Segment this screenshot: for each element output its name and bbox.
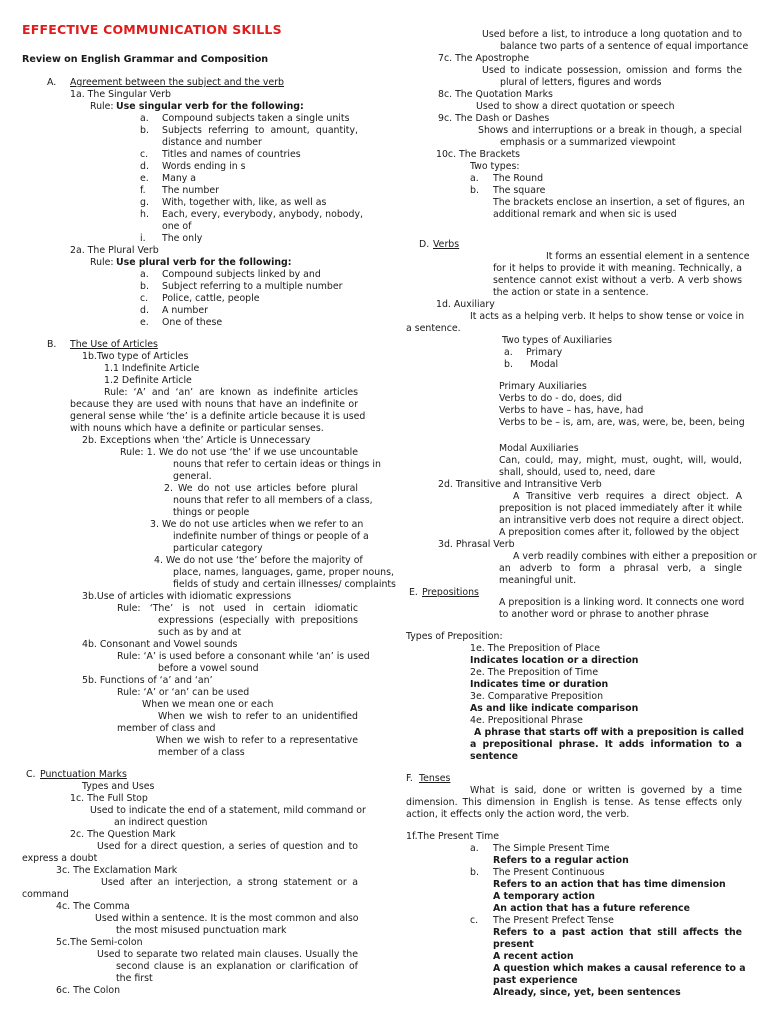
text-line: 2d. Transitive and Intransitive Verb: [438, 479, 602, 490]
bold-text-line: A recent action: [493, 951, 574, 962]
bold-text-line: A temporary action: [493, 891, 595, 902]
text-line: Used to separate two related main clauses. Usually the: [97, 949, 358, 960]
section-heading: Tenses: [419, 773, 451, 784]
bold-text-line: Refers to a regular action: [493, 855, 629, 866]
text-line: F.: [406, 773, 413, 784]
text-line: the first: [116, 973, 153, 984]
text-line: Rule: ‘The’ is not used in certain idiomatic: [117, 603, 358, 614]
text-line: 2. We do not use articles before plural: [164, 483, 358, 494]
section-heading: Punctuation Marks: [40, 769, 127, 780]
text-line: expressions (especially with prepositions: [158, 615, 358, 626]
text-line: Subjects referring to amount, quantity,: [162, 125, 358, 136]
text-line: 10c. The Brackets: [436, 149, 521, 160]
text-line: The brackets enclose an insertion, a set of figures, an: [493, 197, 745, 208]
bold-text-line: past experience: [493, 975, 578, 986]
text-line: What is said, done or written is governed by a time: [470, 785, 742, 796]
text-line: Rule: ‘A’ and ‘an’ are known as indefinite articles: [104, 387, 358, 398]
text-line: a sentence.: [406, 323, 461, 334]
text-line: i.: [140, 233, 146, 244]
text-line: b.: [140, 125, 149, 136]
text-line: Used for a direct question, a series of question and to: [97, 841, 358, 852]
section-heading: Agreement between the subject and the verb: [70, 77, 284, 88]
text-line: a.: [140, 269, 149, 280]
bold-text-line: A phrase that starts off with a preposition is called: [474, 727, 744, 738]
text-line: Words ending in s: [162, 161, 246, 172]
text-line: the most misused punctuation mark: [116, 925, 287, 936]
text-line: A number: [162, 305, 208, 316]
text-line: action, it effects only the action word, the verb.: [406, 809, 630, 820]
text-line: shall, should, used to, need, dare: [499, 467, 656, 478]
text-line: 2e. The Preposition of Time: [470, 667, 599, 678]
text-line: A preposition comes after it, followed by the object: [499, 527, 740, 538]
text-line: one of: [162, 221, 192, 232]
text-line: The Round: [493, 173, 544, 184]
bold-text-line: Refers to a past action that still affects the: [493, 927, 742, 938]
text-line: 3c. The Exclamation Mark: [56, 865, 178, 876]
text-line: 1e. The Preposition of Place: [470, 643, 601, 654]
text-line: 5c.The Semi-colon: [56, 937, 143, 948]
text-line: When we wish to refer to an unidentified: [158, 711, 358, 722]
text-line: A preposition is a linking word. It connects one word: [499, 597, 745, 608]
text-line: 1a. The Singular Verb: [70, 89, 171, 100]
text-line: 4b. Consonant and Vowel sounds: [82, 639, 238, 650]
section-heading: Verbs: [433, 239, 460, 250]
text-line: 2c. The Question Mark: [70, 829, 176, 840]
bold-text-line: Refers to an action that has time dimension: [493, 879, 726, 890]
text-line: 3e. Comparative Preposition: [470, 691, 604, 702]
text-line: 2b. Exceptions when ‘the’ Article is Unnecessary: [82, 435, 311, 446]
text-line: for it helps to provide it with meaning. Technically, a: [493, 263, 742, 274]
text-line: With, together with, like, as well as: [162, 197, 327, 208]
text-line: 4. We do not use ‘the’ before the majority of: [154, 555, 363, 566]
text-line: When we mean one or each: [142, 699, 274, 710]
text-line: 1b.Two type of Articles: [82, 351, 189, 362]
section-heading: The Use of Articles: [70, 339, 158, 350]
bold-text-line: As and like indicate comparison: [470, 703, 639, 714]
text-line: fields of study and certain illnesses/ complaints: [173, 579, 396, 590]
text-line: to another word or phrase to another phrase: [499, 609, 709, 620]
text-line: A.: [47, 77, 57, 88]
text-line: Two types of Auxiliaries: [502, 335, 612, 346]
text-line: 3. We do not use articles when we refer to an: [150, 519, 364, 530]
bold-text-line: sentence: [470, 751, 519, 762]
bold-text-line: A question which makes a causal reference to a: [493, 963, 746, 974]
text-line: Rule:: [90, 257, 114, 268]
document-subtitle: Review on English Grammar and Composition: [22, 54, 269, 65]
text-line: Primary Auxiliaries: [499, 381, 587, 392]
text-line: before a vowel sound: [158, 663, 259, 674]
text-line: B.: [47, 339, 57, 350]
text-line: 4e. Prepositional Phrase: [470, 715, 583, 726]
text-line: Rule: ‘A’ or ‘an’ can be used: [117, 687, 250, 698]
text-line: Used to indicate the end of a statement, mild command or: [90, 805, 366, 816]
text-line: indefinite number of things or people of a: [173, 531, 369, 542]
text-line: plural of letters, figures and words: [500, 77, 662, 88]
text-line: the action or state in a sentence.: [493, 287, 649, 298]
text-line: Used after an interjection, a strong statement or a: [101, 877, 358, 888]
text-line: dimension. This dimension in English is tense. As tense effects only: [406, 797, 742, 808]
text-line: It acts as a helping verb. It helps to show tense or voice in: [470, 311, 745, 322]
text-line: Used to indicate possession, omission and forms the: [482, 65, 742, 76]
text-line: 1c. The Full Stop: [70, 793, 148, 804]
text-line: Verbs to be – is, am, are, was, were, be, been, being: [499, 417, 745, 428]
text-line: Rule: 1. We do not use ‘the’ if we use uncountable: [120, 447, 358, 458]
bold-text-line: Indicates time or duration: [470, 679, 609, 690]
text-line: preposition is not placed immediately after it while: [499, 503, 742, 514]
text-line: Used within a sentence. It is the most common and also: [95, 913, 359, 924]
text-line: d.: [140, 305, 149, 316]
text-line: member of a class: [158, 747, 245, 758]
text-line: meaningful unit.: [499, 575, 577, 586]
text-line: nouns that refer to certain ideas or things in: [173, 459, 381, 470]
text-line: with nouns which have a definite or particular senses.: [70, 423, 324, 434]
text-line: Compound subjects linked by and: [162, 269, 321, 280]
text-line: The Present Prefect Tense: [493, 915, 614, 926]
text-line: an indirect question: [114, 817, 208, 828]
text-line: 9c. The Dash or Dashes: [438, 113, 550, 124]
bold-text-line: present: [493, 939, 534, 950]
text-line: b.: [470, 867, 479, 878]
text-line: because they are used with nouns that have an indefinite or: [70, 399, 358, 410]
text-line: balance two parts of a sentence of equal importance: [500, 41, 749, 52]
text-line: 7c. The Apostrophe: [438, 53, 530, 64]
text-line: a.: [470, 173, 479, 184]
text-line: d.: [140, 161, 149, 172]
bold-text-line: Indicates location or a direction: [470, 655, 639, 666]
text-line: Rule:: [90, 101, 114, 112]
text-line: 1f.The Present Time: [406, 831, 500, 842]
text-line: f.: [140, 185, 146, 196]
text-line: place, names, languages, game, proper nouns,: [173, 567, 394, 578]
text-line: The number: [162, 185, 220, 196]
bold-text-line: a prepositional phrase. It adds information to a: [470, 739, 742, 750]
text-line: general sense while ‘the’ is a definite article because it is used: [70, 411, 366, 422]
text-line: general.: [173, 471, 212, 482]
text-line: b.: [140, 281, 149, 292]
text-line: 4c. The Comma: [56, 901, 130, 912]
text-line: particular category: [173, 543, 263, 554]
text-line: command: [22, 889, 69, 900]
text-line: Shows and interruptions or a break in though, a special: [478, 125, 742, 136]
text-line: Two types:: [470, 161, 520, 172]
text-line: Each, every, everybody, anybody, nobody,: [162, 209, 364, 220]
text-line: Many a: [162, 173, 197, 184]
text-line: The Simple Present Time: [493, 843, 610, 854]
text-line: Subject referring to a multiple number: [162, 281, 343, 292]
text-line: Compound subjects taken a single units: [162, 113, 350, 124]
text-line: C.: [26, 769, 36, 780]
text-line: 5b. Functions of ‘a’ and ‘an’: [82, 675, 213, 686]
bold-text-line: An action that has a future reference: [493, 903, 690, 914]
text-line: a.: [140, 113, 149, 124]
text-line: b.: [504, 359, 513, 370]
text-line: c.: [470, 915, 479, 926]
text-line: A verb readily combines with either a preposition or: [513, 551, 757, 562]
text-line: a.: [504, 347, 513, 358]
text-line: such as by and at: [158, 627, 242, 638]
bold-text-line: Use singular verb for the following:: [116, 101, 304, 112]
text-line: distance and number: [162, 137, 262, 148]
text-line: Types of Preposition:: [406, 631, 503, 642]
text-line: Modal Auxiliaries: [499, 443, 579, 454]
text-line: Can, could, may, might, must, ought, will, would,: [499, 455, 742, 466]
text-line: a.: [470, 843, 479, 854]
text-line: e.: [140, 317, 149, 328]
section-heading: Prepositions: [422, 587, 479, 598]
text-line: c.: [140, 293, 149, 304]
text-line: Titles and names of countries: [162, 149, 301, 160]
text-line: E.: [409, 587, 418, 598]
text-line: g.: [140, 197, 149, 208]
text-line: Police, cattle, people: [162, 293, 260, 304]
text-line: The only: [162, 233, 203, 244]
text-line: an intransitive verb does not require a direct object.: [499, 515, 744, 526]
text-line: second clause is an explanation or clarification of: [116, 961, 358, 972]
text-line: Primary: [526, 347, 563, 358]
text-line: 2a. The Plural Verb: [70, 245, 159, 256]
text-line: The Present Continuous: [493, 867, 605, 878]
text-line: b.: [470, 185, 479, 196]
text-line: Used before a list, to introduce a long quotation and to: [482, 29, 742, 40]
text-line: c.: [140, 149, 149, 160]
text-line: One of these: [162, 317, 223, 328]
text-line: Used to show a direct quotation or speech: [476, 101, 675, 112]
text-line: 3b.Use of articles with idiomatic expressions: [82, 591, 292, 602]
text-line: e.: [140, 173, 149, 184]
text-line: Rule: ‘A’ is used before a consonant while ‘an’ is used: [117, 651, 370, 662]
text-line: express a doubt: [22, 853, 98, 864]
text-line: emphasis or a summarized viewpoint: [500, 137, 676, 148]
text-line: D.: [419, 239, 430, 250]
text-line: sentence cannot exist without a verb. A verb shows: [493, 275, 742, 286]
text-line: It forms an essential element in a sentence: [546, 251, 750, 262]
text-line: 3d. Phrasal Verb: [438, 539, 515, 550]
text-line: The square: [493, 185, 546, 196]
text-line: nouns that refer to all members of a class,: [173, 495, 373, 506]
text-line: additional remark and when sic is used: [493, 209, 677, 220]
text-line: Verbs to do - do, does, did: [499, 393, 622, 404]
text-line: 1.2 Definite Article: [104, 375, 192, 386]
bold-text-line: Use plural verb for the following:: [116, 257, 292, 268]
text-line: member of class and: [117, 723, 216, 734]
text-line: Verbs to have – has, have, had: [499, 405, 644, 416]
text-line: 6c. The Colon: [56, 985, 121, 996]
text-line: Types and Uses: [82, 781, 155, 792]
text-line: Modal: [530, 359, 559, 370]
text-line: 1.1 Indefinite Article: [104, 363, 200, 374]
text-line: things or people: [173, 507, 250, 518]
text-line: When we wish to refer to a representative: [156, 735, 358, 746]
text-line: h.: [140, 209, 149, 220]
text-line: 1d. Auxiliary: [436, 299, 495, 310]
text-line: A Transitive verb requires a direct object. A: [513, 491, 742, 502]
bold-text-line: Already, since, yet, been sentences: [493, 987, 681, 998]
document-title: EFFECTIVE COMMUNICATION SKILLS: [22, 22, 282, 37]
text-line: an adverb to form a phrasal verb, a single: [499, 563, 742, 574]
text-line: 8c. The Quotation Marks: [438, 89, 553, 100]
